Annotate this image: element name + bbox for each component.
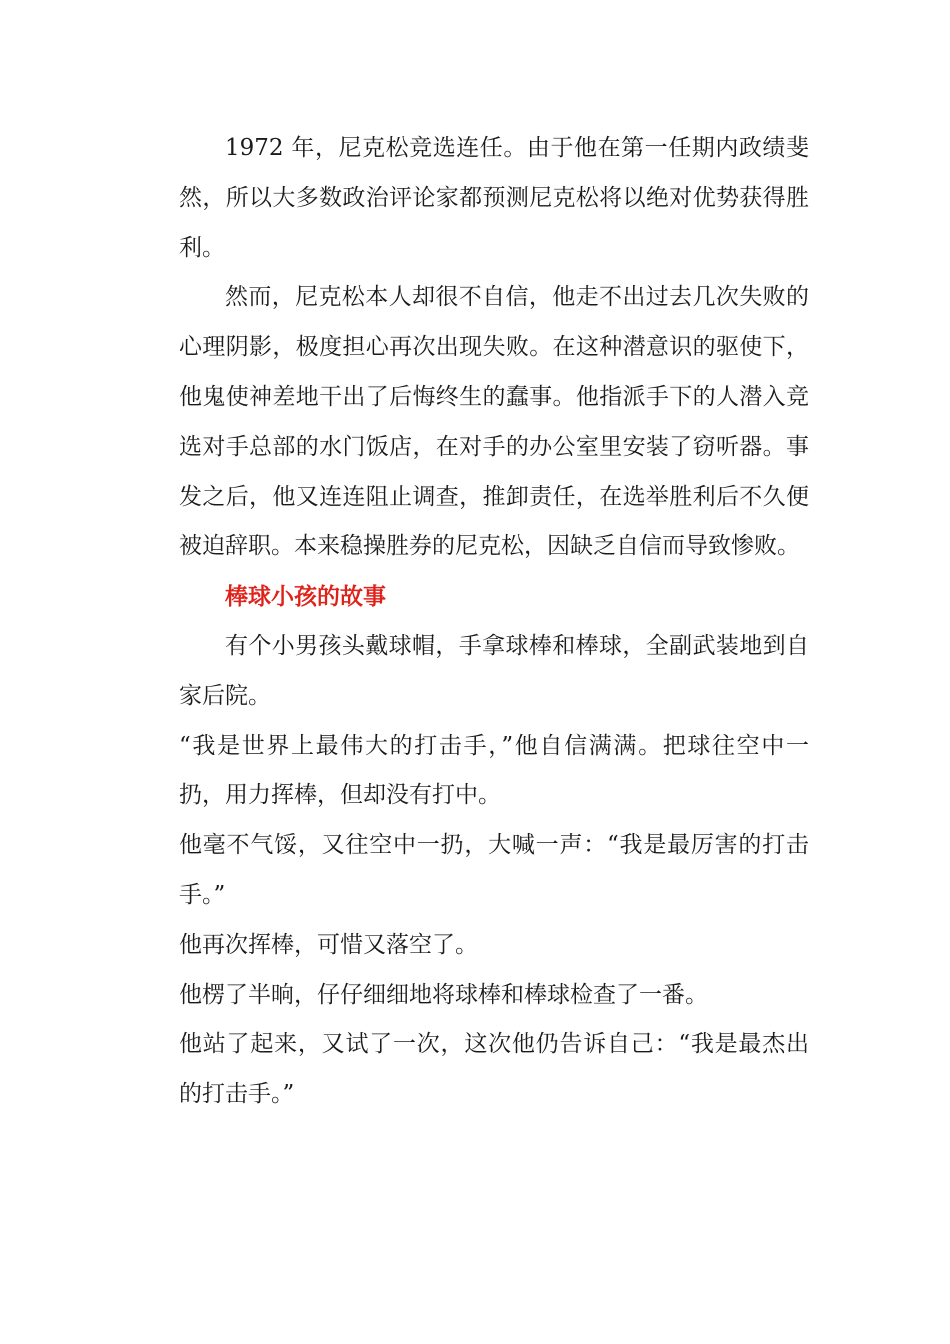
paragraph-story-line-1: “我是世界上最伟大的打击手，”他自信满满。把球往空中一扔，用力挥棒，但却没有打中。 [179, 732, 809, 809]
section-heading: 棒球小孩的故事 [225, 583, 386, 611]
paragraph-story-intro: 有个小男孩头戴球帽，手拿球棒和棒球，全副武装地到自家后院。 [179, 632, 809, 709]
document-page [179, 124, 809, 1120]
paragraph-nixon-reelection: 1972 年，尼克松竞选连任。由于他在第一任期内政绩斐然，所以大多数政治评论家都预测尼克松将以绝对优势获得胜利。 [179, 135, 809, 261]
paragraph-story-line-4: 他楞了半晌，仔仔细细地将球棒和棒球检查了一番。 [179, 981, 708, 1008]
paragraph-story-line-3: 他再次挥棒，可惜又落空了。 [179, 931, 478, 958]
paragraph-story-line-5: 他站了起来，又试了一次，这次他仍告诉自己：“我是最杰出的打击手。” [179, 1031, 809, 1108]
paragraph-nixon-failure: 然而，尼克松本人却很不自信，他走不出过去几次失败的心理阴影，极度担心再次出现失败。在这种潜意识的驱使下，他鬼使神差地干出了后悔终生的蠢事。他指派手下的人潜入竞选对手总部的水门饭店，在对手的办公室里安装了窃听器。事发之后，他又连连阻止调查，推卸责任，在选举胜利后不久便被迫辞职。本来稳操胜券的尼克松，因缺乏自信而导致惨败。 [179, 284, 809, 560]
paragraph-story-line-2: 他毫不气馁，又往空中一扔，大喊一声：“我是最厉害的打击手。” [179, 832, 809, 908]
